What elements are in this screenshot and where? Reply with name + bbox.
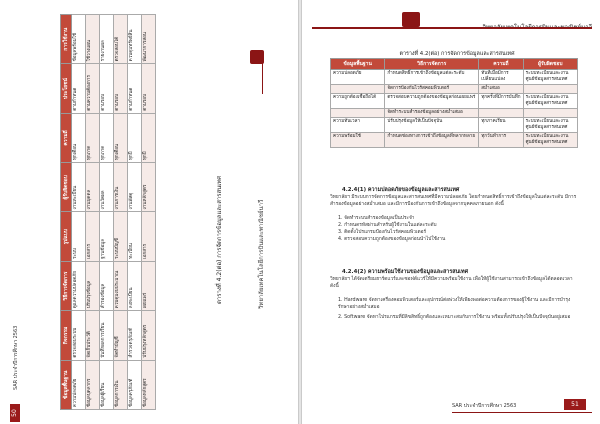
section2-heading: 4.2.4(2) ความพร้อมใช้งานของข้อมูลและสารสนเทศ — [342, 269, 469, 275]
table-cell: เผยแพร่ — [142, 261, 156, 310]
table-cell: ปรับปรุงข้อมูล — [86, 261, 100, 310]
table-cell: ตามรอบ — [114, 64, 128, 113]
table-cell: ทุกเดือน — [114, 113, 128, 162]
table-cell: งานวัดผล — [100, 163, 114, 212]
table-cell: ตามความต้องการ — [86, 64, 100, 113]
table-cell: รายงานผล — [100, 15, 114, 64]
table-cell: ความปลอดภัย — [331, 70, 385, 85]
table-cell: พัฒนาการสอน — [142, 15, 156, 64]
table-cell — [523, 84, 577, 93]
table-cell: ทุกภาค — [100, 113, 114, 162]
table-cell: ความพร้อมใช้ — [331, 132, 385, 147]
table-cell: งานทะเบียน — [72, 163, 86, 212]
left-page-header-title: วิทยาลัยเทคโนโลยีการบินและพาณิชย์นาวี — [258, 199, 265, 309]
left-page — [0, 0, 298, 424]
left-col-header: ผู้รับผิดชอบ — [61, 163, 72, 212]
table-cell: ตามกำหนด — [128, 64, 142, 113]
table-row — [331, 117, 578, 132]
table-cell: กำหนดช่องทางการเข้าถึงข้อมูลที่หลากหลาย — [385, 132, 479, 147]
table-cell: ระบบทะเบียนและงานศูนย์ข้อมูลสารสนเทศ — [523, 93, 577, 108]
table-cell: จัดทำระบบสำรองข้อมูลอย่างสม่ำเสมอ — [385, 108, 479, 117]
table-cell: ทุกครั้งที่มีการบันทึก — [479, 93, 523, 108]
right-col-header: ผู้รับผิดชอบ — [523, 59, 577, 70]
table-cell: ปรับปรุงหลักสูตร — [142, 311, 156, 360]
table-cell — [523, 108, 577, 117]
table-cell: ตามรอบ — [142, 64, 156, 113]
table-row — [331, 132, 578, 147]
table-row — [142, 15, 156, 410]
table-row — [86, 15, 100, 410]
right-data-table — [330, 58, 578, 148]
table-cell: ข้อมูลบุคลากร — [86, 360, 100, 409]
table-cell: สำรวจครุภัณฑ์ — [128, 311, 142, 360]
list-item: 2. กำหนดรหัสผ่านสำหรับผู้ใช้งานในแต่ละระดับ — [338, 222, 437, 228]
table-cell: งานการเงิน — [114, 163, 128, 212]
left-col-header: วิธีการจัดการ — [61, 261, 72, 310]
table-row — [331, 70, 578, 85]
right-col-header: ข้อมูลพื้นฐาน — [331, 59, 385, 70]
table-cell: ฐานข้อมูล — [100, 212, 114, 261]
list-item: 2. Software จัดหาโปรแกรมที่มีลิขสิทธิ์ถูกต้องและเหมาะสมกับการใช้งาน พร้อมทั้งปรับปรุงให้เป็นปัจจุบันอยู่เสมอ — [338, 314, 571, 320]
left-data-table — [60, 14, 156, 410]
table-row — [331, 84, 578, 93]
table-row — [100, 15, 114, 410]
list-item: 1. Hardware จัดหาเครื่องคอมพิวเตอร์และอุปกรณ์ต่อพ่วงให้เพียงพอต่อความต้องการของผู้ใช้งาน และมีการบำรุงรักษาอย่างสม่ำเสมอ — [338, 298, 571, 310]
section1-list — [338, 216, 578, 244]
left-header-rule — [262, 60, 263, 94]
table-cell: ดูแลความปลอดภัย — [72, 261, 86, 310]
table-cell: ทุกปี — [142, 113, 156, 162]
table-cell: ระบบบัญชี — [114, 212, 128, 261]
table-cell: งานพัสดุ — [128, 163, 142, 212]
left-col-header: รูปแบบ — [61, 212, 72, 261]
left-table-header-row — [61, 15, 72, 410]
college-logo-icon — [402, 12, 420, 27]
table-cell: ข้อมูลผู้เรียน — [100, 360, 114, 409]
college-logo-icon — [250, 50, 264, 64]
list-item: 3. ติดตั้งโปรแกรมป้องกันไวรัสคอมพิวเตอร์ — [338, 229, 427, 235]
right-page — [302, 0, 600, 424]
table-cell: ทุกปี — [128, 113, 142, 162]
section2-list — [338, 298, 578, 322]
table-cell: ตามกำหนด — [72, 64, 86, 113]
table-cell: ข้อมูลการเงิน — [114, 360, 128, 409]
table-row — [331, 93, 578, 108]
table-cell: บันทึกผลการเรียน — [100, 311, 114, 360]
table-cell: ข้อมูลครุภัณฑ์ — [128, 360, 142, 409]
table-cell: จัดทำบัญชี — [114, 311, 128, 360]
left-table-title: ตารางที่ 4.2(ต่อ) การจัดการข้อมูลและสารสนเทศ — [216, 175, 223, 304]
table-cell: กำหนดสิทธิ์การเข้าถึงข้อมูลแต่ละระดับ — [385, 70, 479, 85]
left-col-header: ข้อมูลพื้นฐาน — [61, 360, 72, 409]
right-page-footer: SAR ประจำปีการศึกษา 2563 — [452, 403, 517, 409]
table-cell: ทะเบียน — [128, 212, 142, 261]
table-cell — [331, 84, 385, 93]
table-cell: สม่ำเสมอ — [479, 84, 523, 93]
table-cell: ตรวจสอบความถูกต้องของข้อมูลก่อนเผยแพร่ — [385, 93, 479, 108]
left-col-header: กิจกรรม — [61, 311, 72, 360]
table-cell: ความทันเวลา — [331, 117, 385, 132]
table-cell: เอกสาร — [86, 212, 100, 261]
table-cell: ปรับปรุงข้อมูลให้เป็นปัจจุบัน — [385, 117, 479, 132]
table-cell: จัดเก็บประวัติ — [86, 311, 100, 360]
table-cell: ตามรอบ — [100, 64, 114, 113]
table-cell: ทุกภาค — [86, 113, 100, 162]
table-cell: ตรวจสอบระบบ — [72, 311, 86, 360]
table-cell: ลงทะเบียน — [128, 261, 142, 310]
table-row — [114, 15, 128, 410]
right-header-rule — [312, 27, 592, 29]
section2-paragraph: วิทยาลัยฯ ได้จัดเตรียมฮาร์ดแวร์และซอฟต์แวร์ให้มีความพร้อมใช้งาน เพื่อให้ผู้ใช้งานสามารถเข้าถึงข้อมูลได้ตลอดเวลา ดังนี้ — [330, 277, 573, 289]
table-cell: เอกสาร — [142, 212, 156, 261]
table-row — [72, 15, 86, 410]
table-cell: ทันทีเมื่อมีการเปลี่ยนแปลง — [479, 70, 523, 85]
table-cell: ทุกภาคเรียน — [479, 117, 523, 132]
section1-heading: 4.2.4(1) ความปลอดภัยของข้อมูลและสารสนเทศ — [342, 187, 460, 193]
table-cell: ความปลอดภัย — [72, 360, 86, 409]
left-col-header: การใช้งาน — [61, 15, 72, 64]
table-cell: ตรวจสอบได้ — [114, 15, 128, 64]
table-cell: ระบบทะเบียนและงานศูนย์ข้อมูลสารสนเทศ — [523, 70, 577, 85]
table-row — [128, 15, 142, 410]
table-cell: สำรองข้อมูล — [100, 261, 114, 310]
table-cell: ควบคุมทรัพย์สิน — [128, 15, 142, 64]
table-cell: ความถูกต้องเชื่อถือได้ — [331, 93, 385, 108]
table-cell: งานหลักสูตร — [142, 163, 156, 212]
left-col-header: ประโยชน์ — [61, 64, 72, 113]
table-cell: งานบุคคล — [86, 163, 100, 212]
left-col-header: ความถี่ — [61, 113, 72, 162]
table-cell: ระบบ — [72, 212, 86, 261]
right-col-header: ความถี่ — [479, 59, 523, 70]
table-cell: ใช้วางแผน — [86, 15, 100, 64]
right-footer-rule — [452, 412, 592, 413]
table-cell: ทุกวันทำการ — [479, 132, 523, 147]
table-row — [331, 108, 578, 117]
right-page-number: 51 — [564, 399, 586, 410]
table-cell: ทุกเดือน — [72, 113, 86, 162]
table-cell: ข้อมูลพร้อมใช้ — [72, 15, 86, 64]
right-table-header-row — [331, 59, 578, 70]
list-item: 4. ตรวจสอบความถูกต้องของข้อมูลก่อนนำไปใช้งาน — [338, 236, 446, 242]
list-item: 1. จัดทำระบบสำรองข้อมูลเป็นประจำ — [338, 216, 415, 221]
right-table-title: ตารางที่ 4.2(ต่อ) การจัดการข้อมูลและสารสนเทศ — [399, 51, 515, 57]
table-cell — [479, 108, 523, 117]
left-page-rotated-content — [0, 0, 298, 424]
table-cell — [331, 108, 385, 117]
left-page-number: 50 — [10, 404, 20, 422]
table-cell: ควบคุมงบประมาณ — [114, 261, 128, 310]
left-page-footer: SAR ประจำปีการศึกษา 2563 — [13, 325, 19, 390]
table-cell: ระบบทะเบียนและงานศูนย์ข้อมูลสารสนเทศ — [523, 132, 577, 147]
section1-paragraph: วิทยาลัยฯ มีระบบการจัดการข้อมูลและสารสนเทศที่มีความปลอดภัย โดยกำหนดสิทธิ์การเข้าถึงข้อมูลในแต่ละระดับ มีการสำรองข้อมูลอย่างสม่ำเสมอ และมีการป้องกันการเข้าถึงข้อมูลจากบุคคลภายนอก ดังนี้ — [330, 195, 577, 207]
table-cell: ข้อมูลหลักสูตร — [142, 360, 156, 409]
table-cell: ระบบทะเบียนและงานศูนย์ข้อมูลสารสนเทศ — [523, 117, 577, 132]
table-cell: จัดการป้องกันไวรัสคอมพิวเตอร์ — [385, 84, 479, 93]
right-col-header: วิธีการจัดการ — [385, 59, 479, 70]
